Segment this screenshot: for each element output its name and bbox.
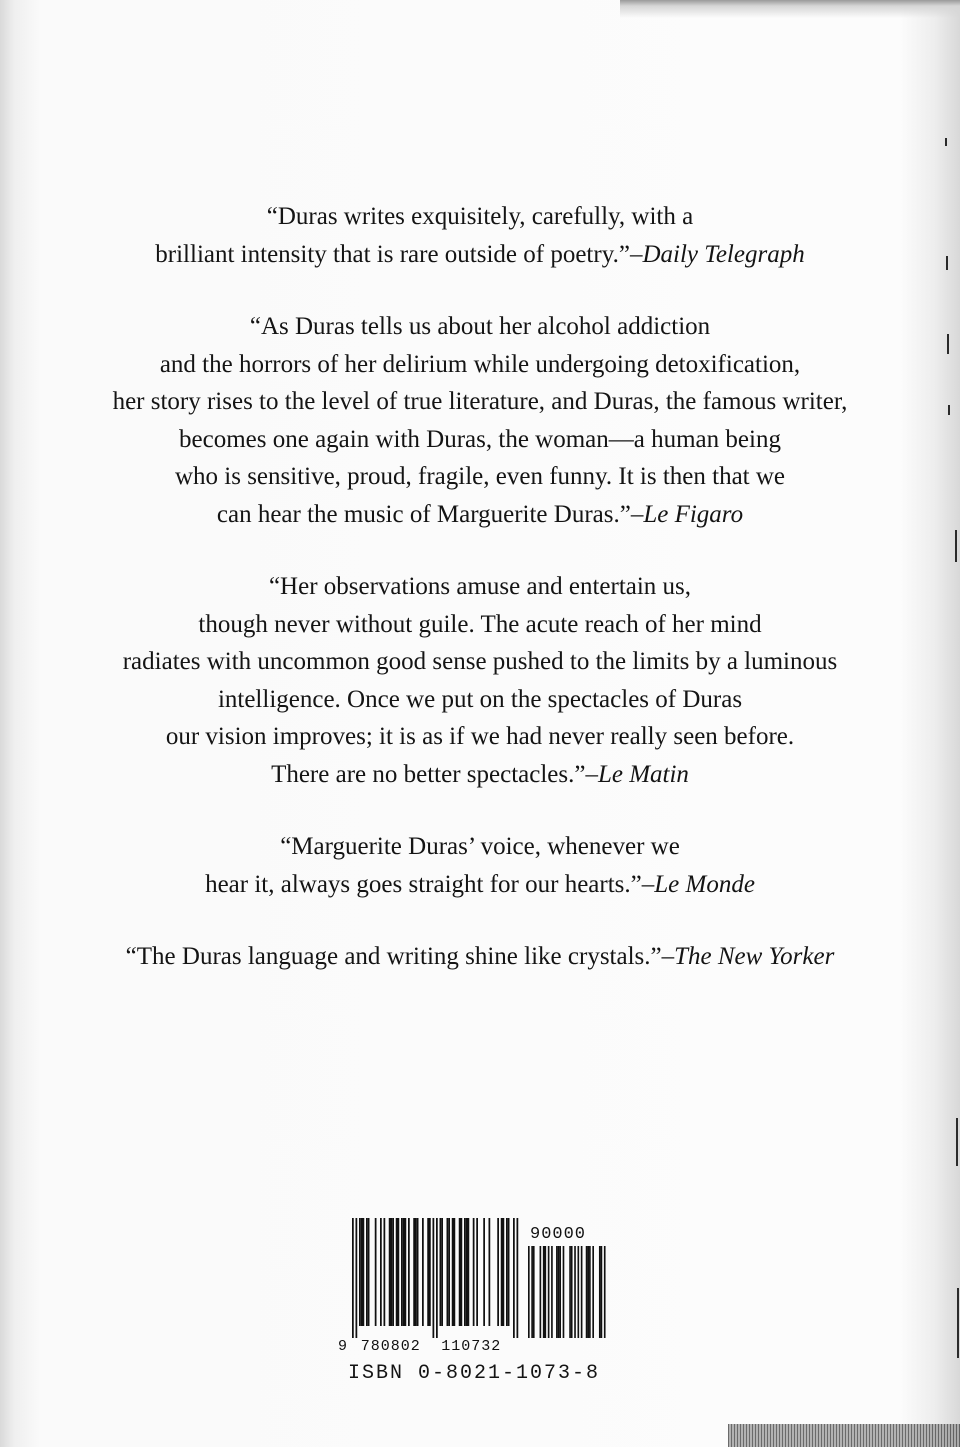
barcode-bar <box>361 1218 363 1326</box>
quote-text: brilliant intensity that is rare outside of poetry.” <box>155 240 630 268</box>
addon-bar <box>604 1246 606 1338</box>
barcode-bar <box>366 1218 368 1326</box>
barcode-bar <box>427 1218 429 1326</box>
barcode-bar <box>483 1218 485 1326</box>
barcode-bar <box>517 1218 519 1338</box>
barcode-bar <box>506 1218 508 1326</box>
quote-line <box>60 346 900 384</box>
barcode-bar <box>459 1218 461 1326</box>
quote-text: becomes one again with Duras, the woman—a human being <box>179 425 781 453</box>
quote-text: “Duras writes exquisitely, carefully, with a <box>266 203 694 230</box>
cover-edge-mark <box>955 530 957 562</box>
barcode-bar <box>356 1218 358 1338</box>
barcode-bar <box>452 1218 454 1326</box>
cover-edge-mark <box>957 1288 959 1358</box>
addon-bar <box>563 1246 565 1338</box>
barcode-bar <box>503 1218 505 1326</box>
barcode-bar <box>454 1218 456 1326</box>
cover-top-edge-shadow <box>620 0 960 18</box>
addon-bar <box>571 1246 573 1338</box>
cover-edge-mark <box>945 138 947 146</box>
quote-source: –The New Yorker <box>661 943 835 970</box>
quote-text: “Her observations amuse and entertain us, <box>268 573 692 600</box>
addon-bar <box>558 1246 560 1338</box>
addon-bar <box>601 1246 603 1338</box>
barcode-bar <box>415 1218 417 1326</box>
barcode-bar <box>413 1218 415 1326</box>
cover-edge-mark <box>946 256 948 270</box>
addon-bar <box>533 1246 535 1338</box>
barcode-bar <box>391 1218 393 1326</box>
review-quote <box>60 828 900 903</box>
quote-text: our vision improves; it is as if we had never really seen before. <box>165 723 795 750</box>
quote-text: intelligence. Once we put on the spectacles of Duras <box>217 685 743 713</box>
addon-bar <box>543 1246 545 1338</box>
barcode-bar <box>417 1218 419 1326</box>
barcode-bar <box>352 1218 354 1338</box>
quote-line <box>60 421 900 459</box>
barcode-bar <box>508 1218 510 1326</box>
addon-bar <box>559 1246 561 1338</box>
addon-bar <box>556 1246 558 1338</box>
quote-line <box>60 458 900 496</box>
quote-line <box>60 938 900 976</box>
quote-text: can hear the music of Marguerite Duras.” <box>216 500 631 528</box>
quote-text: her story rises to the level of true literature, and Duras, the famous writer, <box>112 388 848 415</box>
quote-text: hear it, always goes straight for our hearts.” <box>205 870 642 898</box>
barcode-bar <box>375 1218 377 1326</box>
quote-text: “As Duras tells us about her alcohol addiction <box>249 313 711 340</box>
review-quote <box>60 198 900 273</box>
barcode-bar <box>363 1218 365 1326</box>
quote-line <box>60 383 900 421</box>
isbn-barcode <box>338 1218 610 1358</box>
isbn-number: ISBN 0-8021-1073-8 <box>347 1362 601 1385</box>
quote-text: though never without guile. The acute reach of her mind <box>198 610 762 638</box>
barcode-bar <box>440 1218 442 1326</box>
barcode-bar <box>368 1218 370 1326</box>
barcode-bar <box>359 1218 361 1326</box>
barcode-bar <box>513 1218 515 1338</box>
quote-line <box>60 828 900 866</box>
quote-line <box>60 718 900 756</box>
barcode-bar <box>436 1218 438 1338</box>
barcode-bar <box>429 1218 431 1326</box>
addon-bar <box>599 1246 601 1338</box>
quote-text: who is sensitive, proud, fragile, even funny. It is then that we <box>174 463 786 490</box>
barcode-bar <box>497 1218 499 1326</box>
addon-bar <box>569 1246 571 1338</box>
addon-bar <box>592 1246 594 1338</box>
barcode-bar <box>433 1218 435 1338</box>
barcode-digit-lead: 9 <box>338 1338 349 1355</box>
addon-bar <box>578 1246 580 1338</box>
barcode-bar <box>403 1218 405 1326</box>
barcode-bar <box>408 1218 410 1326</box>
barcode-bar <box>501 1218 503 1326</box>
addon-bar <box>545 1246 547 1338</box>
cover-edge-mark <box>947 334 949 354</box>
addon-bar <box>587 1246 589 1338</box>
quote-line <box>60 496 900 534</box>
addon-bar <box>581 1246 583 1338</box>
quote-line <box>60 198 900 236</box>
barcode-bar <box>392 1218 394 1326</box>
addon-bar <box>574 1246 576 1338</box>
barcode-bar <box>461 1218 463 1326</box>
addon-bar <box>586 1246 588 1338</box>
quote-source: –Daily Telegraph <box>629 240 805 268</box>
addon-bar <box>551 1246 553 1338</box>
barcode-bar <box>380 1218 382 1326</box>
barcode-digits-left: 780802 <box>360 1338 421 1355</box>
quote-line <box>60 756 900 794</box>
barcode-bar <box>468 1218 470 1326</box>
quote-line <box>60 236 900 274</box>
barcode-bar <box>489 1218 491 1326</box>
quote-text: “Marguerite Duras’ voice, whenever we <box>280 833 680 860</box>
barcode-bar <box>448 1218 450 1326</box>
barcode-bar <box>389 1218 391 1326</box>
barcode-bar <box>441 1218 443 1326</box>
barcode-bar <box>384 1218 386 1326</box>
quote-text: There are no better spectacles.” <box>271 760 586 788</box>
barcode-bar <box>466 1218 468 1326</box>
barcode-bar <box>447 1218 449 1326</box>
barcode-bar <box>396 1218 398 1326</box>
quote-line <box>60 606 900 644</box>
addon-bar <box>589 1246 591 1338</box>
barcode-digits-right: 110732 <box>441 1338 502 1355</box>
review-quotes <box>60 198 900 1011</box>
quote-line <box>60 308 900 346</box>
addon-bar <box>548 1246 550 1338</box>
barcode-price-code: 90000 <box>530 1225 587 1244</box>
barcode-graphic <box>338 1218 610 1358</box>
cover-edge-mark <box>948 405 950 415</box>
quote-text: and the horrors of her delirium while undergoing detoxification, <box>159 350 801 378</box>
review-quote <box>60 938 900 976</box>
quote-text: “The Duras language and writing shine like crystals.” <box>125 943 662 970</box>
quote-line <box>60 866 900 904</box>
barcode-bar <box>473 1218 475 1326</box>
quote-line <box>60 568 900 606</box>
quote-source: –Le Monde <box>641 870 755 898</box>
barcode-bar <box>422 1218 424 1326</box>
review-quote <box>60 568 900 793</box>
cover-bottom-edge <box>728 1424 960 1447</box>
review-quote <box>60 308 900 533</box>
quote-line <box>60 681 900 719</box>
cover-edge-mark <box>956 1118 958 1166</box>
addon-bar <box>540 1246 542 1338</box>
barcode-bar <box>401 1218 403 1326</box>
quote-source: –Le Matin <box>585 760 689 788</box>
barcode-bar <box>464 1218 466 1326</box>
quote-text: radiates with uncommon good sense pushed to the limits by a luminous <box>122 648 838 675</box>
quote-line <box>60 643 900 681</box>
addon-bar <box>528 1246 530 1338</box>
quote-source: –Le Figaro <box>630 500 744 528</box>
barcode-bar <box>398 1218 400 1326</box>
barcode-bar <box>476 1218 478 1326</box>
barcode-bar <box>405 1218 407 1326</box>
addon-bar <box>531 1246 533 1338</box>
